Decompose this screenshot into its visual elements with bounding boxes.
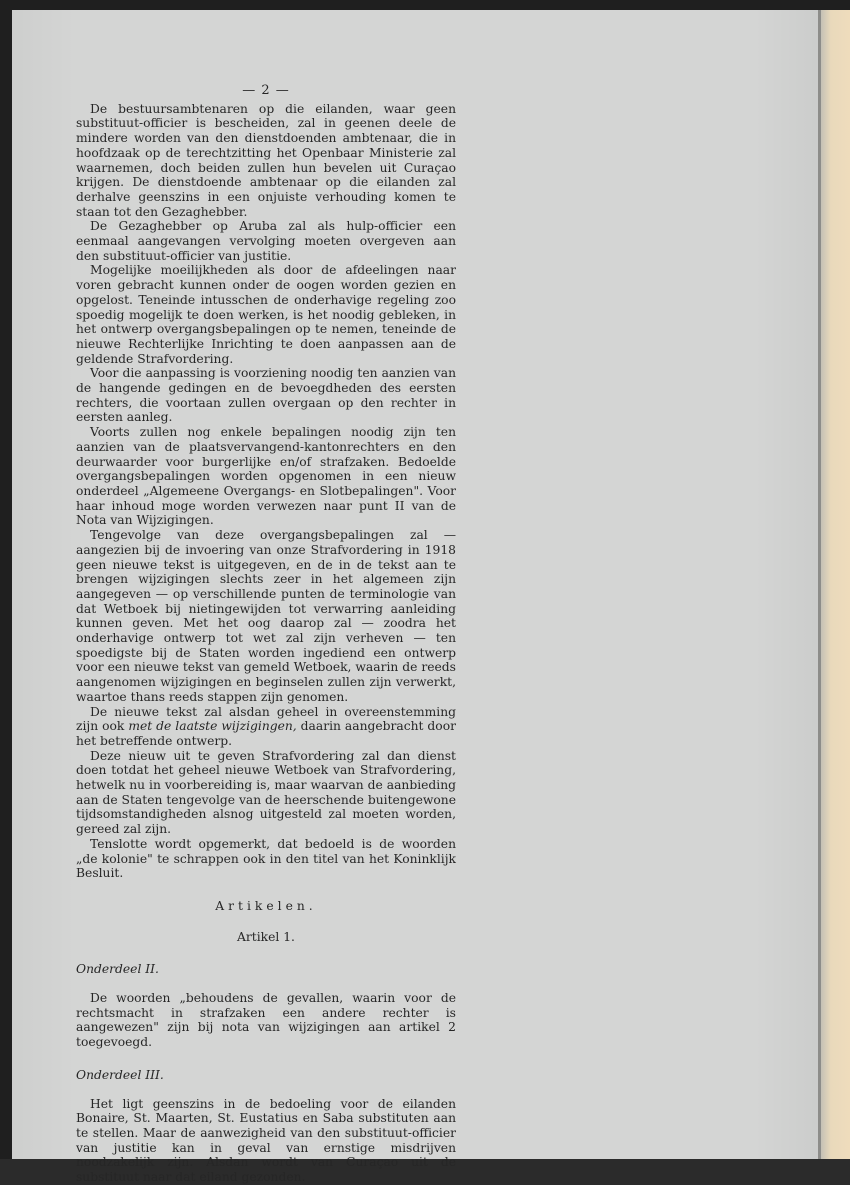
paragraph-7-italic: met de laatste wijzigingen,: [128, 719, 297, 734]
next-page-edge: [818, 10, 850, 1159]
paragraph-4: Voor die aanpassing is voorziening noodig ten aanzien van de hangende gedingen en de bevoegdheden des eersten rechters, die voortaan zullen overgaan op den rechter in eersten aanleg.: [76, 366, 456, 425]
paragraph-2: De Gezaghebber op Aruba zal als hulp-officier een eenmaal aangevangen vervolging moeten overgeven aan den substituut-officier van justitie.: [76, 219, 456, 263]
paragraph-7: [76, 705, 456, 749]
paragraph-6: Tengevolge van deze overgangsbepalingen zal — aangezien bij de invoering van onze Strafvordering in 1918 geen nieuwe tekst is uitgegeven, en de in de tekst aan te brengen wijzigingen slechts zeer in het algemeen zijn aangegeven — op verschillende punten de terminologie van dat Wetboek bij nietingewijden tot verwarring aanleiding kunnen geven. Met het oog daarop zal — zoodra het onderhavige ontwerp tot wet zal zijn verheven — ten spoedigste bij de Staten worden ingediend een ontwerp voor een nieuwe tekst van gemeld Wetboek, waarin de reeds aangenomen wijzigingen en beginselen zullen zijn verwerkt, waartoe thans reeds stappen zijn genomen.: [76, 528, 456, 704]
onderdeel-iii-label: Onderdeel III.: [76, 1067, 164, 1082]
onderdeel-ii-label: Onderdeel II.: [76, 962, 159, 977]
heading-artikelen: Artikelen.: [215, 898, 317, 913]
paragraph-9: Tenslotte wordt opgemerkt, dat bedoeld is de woorden „de kolonie" te schrappen ook in den titel van het Koninklijk Besluit.: [76, 836, 456, 881]
onderdeel-ii-text: De woorden „behoudens de gevallen, waarin voor de rechtsmacht in strafzaken een andere rechter is aangewezen" zijn bij nota van wijzigingen aan artikel 2 toegevoegd.: [76, 991, 456, 1050]
document-body: [76, 84, 456, 1185]
page-fold-line: [818, 10, 821, 1159]
paragraph-1: De bestuursambtenaren op die eilanden, waar geen substituut-officier is bescheiden, zal in geenen deele de mindere worden van den dienstdoenden ambtenaar, die in hoofdzaak op de terechtzitting het Openbaar Ministerie zal waarnemen, doch beiden zullen hun bevelen uit Curaçao krijgen. De dienstdoende ambtenaar op die eilanden zal derhalve geenszins in een onjuiste verhouding komen te staan tot den Gezaghebber.: [76, 101, 456, 219]
paragraph-5: Voorts zullen nog enkele bepalingen noodig zijn ten aanzien van de plaatsvervangend-kantonrechters en den deurwaarder voor burgerlijke en/of strafzaken. Bedoelde overgangsbepalingen worden opgenomen in een nieuw onderdeel „Algemeene Overgangs- en Slotbepalingen". Voor haar inhoud moge worden verwezen naar punt II van de Nota van Wijzigingen.: [76, 425, 456, 528]
paragraph-3: Mogelijke moeilijkheden als door de afdeelingen naar voren gebracht kunnen onder de oogen worden gezien en opgelost. Teneinde intusschen de onderhavige regeling zoo spoedig mogelijk te doen werken, is het noodig gebleken, in het ontwerp overgangsbepalingen op te nemen, teneinde de nieuwe Rechterlijke Inrichting te doen aanpassen aan de geldende Strafvordering.: [76, 263, 456, 366]
heading-artikel-1: Artikel 1.: [237, 929, 295, 944]
onderdeel-iii-text: Het ligt geenszins in de bedoeling voor de eilanden Bonaire, St. Maarten, St. Eustatius en Saba substituten aan te stellen. Maar de aanwezigheid van den substituut-officier van justitie kan in geval van ernstige misdrijven noodzakelijk zijn. Alsdan wordt van Curaçao uit de substituut naar dat eiland gezonden.: [76, 1096, 456, 1185]
page-number: — 2 —: [242, 83, 290, 98]
paragraph-7-end: daarin aangebracht door het betreffende ontwerp.: [76, 719, 456, 748]
paragraph-7-start: De nieuwe tekst zal alsdan geheel in overeenstemming zijn ook: [76, 704, 456, 734]
paragraph-8: Deze nieuw uit te geven Strafvordering zal dan dienst doen totdat het geheel nieuwe Wetboek van Strafvordering, hetwelk nu in voorbereiding is, maar waarvan de aanbieding aan de Staten tengevolge van de heerschende buitengewone tijdsomstandigheden alsnog uitgesteld zal moeten worden, gereed zal zijn.: [76, 748, 456, 837]
